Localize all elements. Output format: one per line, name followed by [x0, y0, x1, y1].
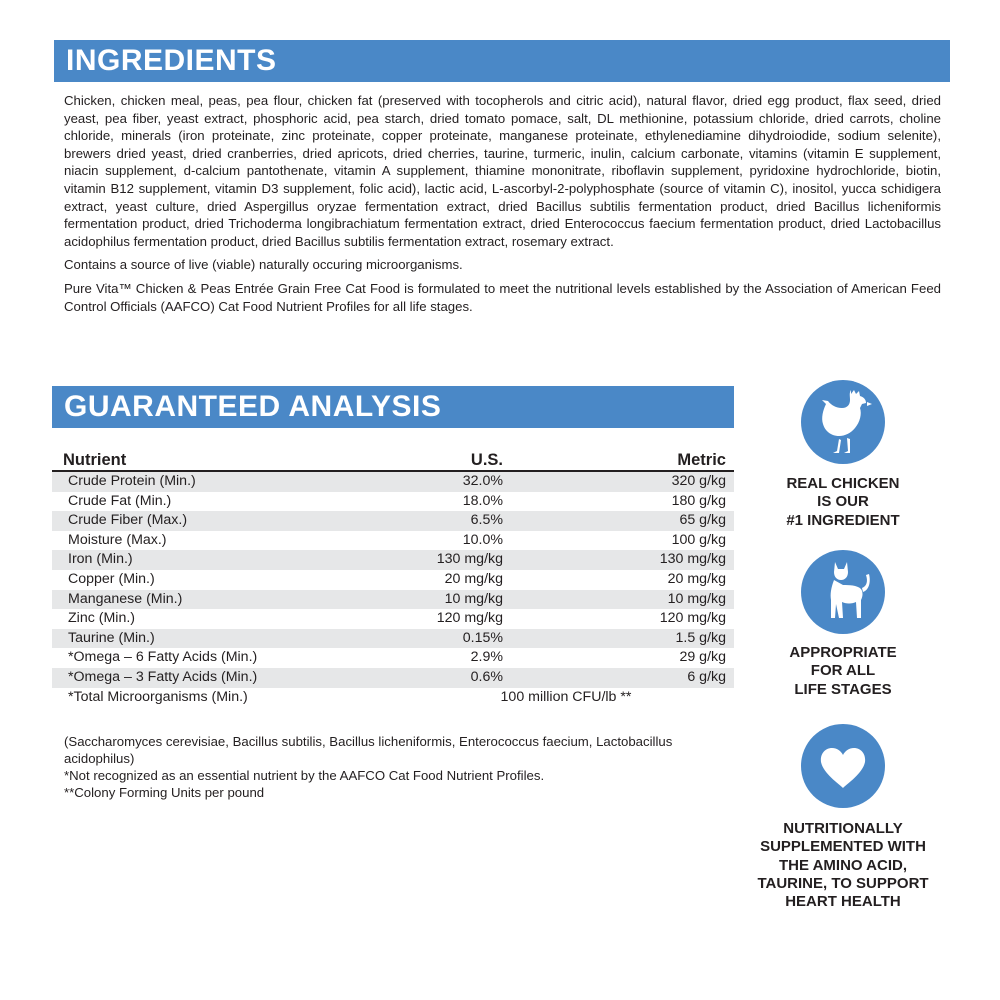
ingredients-list: Chicken, chicken meal, peas, pea flour, chicken fat (preserved with tocopherols and citric acid), natural flavor, dried egg product, flax seed, dried yeast, pea fiber, yeast extract, phosphoric acid, pea starch, dried tomato pomace, salt, DL methionine, potassium chloride, dried carrots, choline chloride, minerals (iron proteinate, zinc proteinate, copper proteinate, manganese proteinate, ethylenediamine dihydroiodide, sodium selenite), brewers dried yeast, dried cranberries, dried apricots, dried cherries, taurine, turmeric, inulin, calcium carbonate, vitamins (vitamin E supplement, niacin supplement, d-calcium pantothenate, vitamin A supplement, thiamine mononitrate, riboflavin supplement, pyridoxine hydrochloride, biotin, vitamin B12 supplement, vitamin D3 supplement, folic acid), lactic acid, L-ascorbyl-2-polyphosphate (source of vitamin C), inositol, yucca schidigera extract, yeast culture, dried Aspergillus oryzae fermentation extract, dried Bacillus subtilis fermentation product, dried Bacillus licheniformis fermentation product, dried Trichoderma longibrachiatum fermentation extract, dried Enterococcus faecium fermentation product, dried Lactobacillus acidophilus fermentation product, dried Bacillus subtilis fermentation extract, rosemary extract. [64, 93, 941, 249]
header-metric: Metric [503, 449, 734, 471]
caption-line: #1 INGREDIENT [786, 511, 900, 529]
us-value: 18.0% [462, 492, 503, 509]
footnote-cfu: **Colony Forming Units per pound [64, 785, 265, 800]
badge-caption [740, 820, 946, 911]
nutrient-name: Taurine (Min.) [52, 629, 398, 649]
ingredients-section [64, 92, 941, 321]
us-value: 120 mg/kg [436, 610, 503, 627]
metric-value: 1.5 g/kg [503, 629, 734, 649]
badge-caption [740, 644, 946, 699]
table-row-microorganisms [52, 688, 734, 708]
us-value: 10.0% [462, 531, 503, 548]
badge-circle [801, 380, 885, 464]
table-row [52, 648, 734, 668]
analysis-banner [52, 386, 734, 428]
caption-line: REAL CHICKEN [786, 475, 900, 492]
header-nutrient: Nutrient [52, 449, 398, 471]
metric-value: 6 g/kg [503, 668, 734, 688]
nutrient-name: *Total Microorganisms (Min.) [68, 688, 248, 705]
nutrient-name: *Omega – 6 Fatty Acids (Min.) [68, 649, 258, 666]
metric-value: 120 mg/kg [659, 610, 726, 627]
caption-line: FOR ALL [810, 662, 876, 680]
us-value: 20 mg/kg [444, 570, 503, 587]
metric-value: 320 g/kg [503, 471, 734, 492]
caption-line: THE AMINO ACID, [778, 856, 908, 874]
caption-line: APPROPRIATE [789, 644, 897, 661]
badge-real-chicken [740, 380, 946, 530]
metric-value: 130 mg/kg [503, 550, 734, 570]
table-row [52, 471, 734, 492]
heart-icon [801, 724, 885, 808]
nutrient-name: Manganese (Min.) [52, 590, 398, 610]
table-row [52, 668, 734, 688]
badge-circle [801, 724, 885, 808]
badge-circle [801, 550, 885, 634]
us-value: 130 mg/kg [398, 550, 503, 570]
footnote-strains: (Saccharomyces cerevisiae, Bacillus subtilis, Bacillus licheniformis, Enterococcus faecium, Lactobacillus acidophilus) [64, 734, 673, 766]
caption-line: SUPPLEMENTED WITH [760, 838, 926, 856]
table-row [52, 511, 734, 531]
table-row [52, 492, 734, 512]
table-row [52, 629, 734, 649]
us-value: 0.6% [398, 668, 503, 688]
nutrient-name: Iron (Min.) [52, 550, 398, 570]
analysis-footnotes [64, 733, 724, 801]
nutrient-name: Crude Protein (Min.) [52, 471, 398, 492]
nutrient-name: Crude Fiber (Max.) [52, 511, 398, 531]
caption-line: NUTRITIONALLY [783, 820, 903, 837]
header-us: U.S. [398, 449, 503, 471]
metric-value: 20 mg/kg [667, 570, 726, 587]
us-value: 0.15% [398, 629, 503, 649]
ingredients-banner [54, 40, 950, 82]
microorganisms-value: 100 million CFU/lb ** [500, 688, 632, 705]
footnote-aafco: *Not recognized as an essential nutrient by the AAFCO Cat Food Nutrient Profiles. [64, 768, 545, 783]
nutrient-name: *Omega – 3 Fatty Acids (Min.) [52, 668, 398, 688]
metric-value: 65 g/kg [503, 511, 734, 531]
caption-line: LIFE STAGES [794, 680, 892, 698]
table-row [52, 609, 734, 629]
metric-value: 10 mg/kg [503, 590, 734, 610]
nutrient-name: Copper (Min.) [68, 570, 155, 587]
chicken-icon [801, 380, 885, 464]
guaranteed-analysis-table [52, 449, 734, 707]
table-row [52, 590, 734, 610]
table-header-row [52, 449, 734, 471]
metric-value: 29 g/kg [679, 649, 726, 666]
nutrient-name: Moisture (Max.) [68, 531, 167, 548]
metric-value: 180 g/kg [671, 492, 726, 509]
ingredients-title: INGREDIENTS [66, 44, 277, 77]
nutrient-name: Crude Fat (Min.) [68, 492, 172, 509]
caption-line: IS OUR [817, 493, 869, 511]
table-row [52, 531, 734, 551]
table-row [52, 570, 734, 590]
badge-life-stages [740, 550, 946, 699]
microorganisms-note: Contains a source of live (viable) naturally occuring microorganisms. [64, 257, 463, 273]
badge-heart-health [740, 724, 946, 911]
aafco-statement: Pure Vita™ Chicken & Peas Entrée Grain Free Cat Food is formulated to meet the nutritional levels established by the Association of American Feed Control Officials (AAFCO) Cat Food Nutrient Profiles for all life stages. [64, 280, 941, 314]
nutrient-name: Zinc (Min.) [68, 610, 135, 627]
us-value: 32.0% [398, 471, 503, 492]
badge-caption [740, 475, 946, 530]
analysis-title: GUARANTEED ANALYSIS [64, 390, 442, 423]
us-value: 10 mg/kg [398, 590, 503, 610]
us-value: 6.5% [398, 511, 503, 531]
caption-line: HEART HEALTH [785, 893, 901, 911]
cat-icon [801, 550, 885, 634]
metric-value: 100 g/kg [671, 531, 726, 548]
caption-line: TAURINE, TO SUPPORT [757, 874, 929, 892]
us-value: 2.9% [470, 649, 503, 666]
table-row [52, 550, 734, 570]
